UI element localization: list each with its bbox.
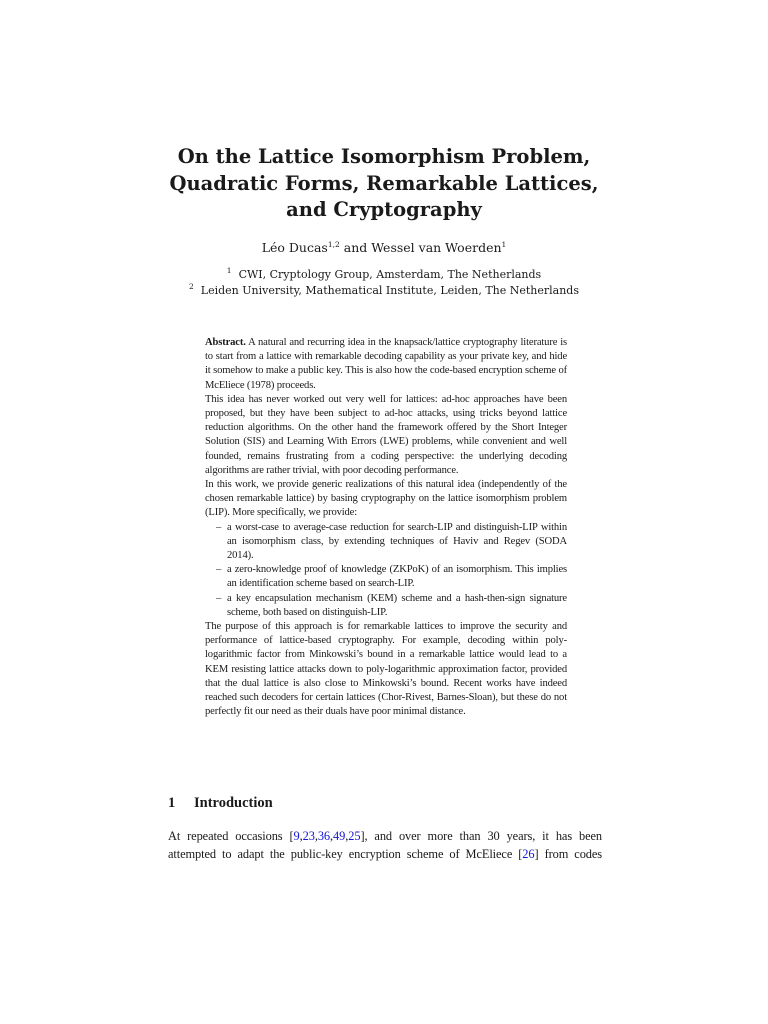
- author-name: Léo Ducas: [261, 240, 328, 255]
- intro-text: ], and over more than 30 years, it has been: [360, 829, 602, 843]
- section-title: Introduction: [194, 795, 273, 811]
- citation-link[interactable]: 25: [348, 829, 361, 843]
- title-line-1: On the Lattice Isomorphism Problem,: [177, 145, 591, 168]
- citation-link[interactable]: 36: [317, 829, 331, 843]
- affiliation: [0, 283, 768, 299]
- title-line-2: Quadratic Forms, Remarkable Lattices,: [169, 171, 599, 195]
- list-item-text: a key encapsulation mechanism (KEM) scheme and a hash-then-sign signature scheme, both based on distinguish-LIP.: [227, 592, 567, 618]
- list-item: [217, 521, 567, 564]
- citation-link[interactable]: 23: [302, 829, 315, 843]
- section-heading: [168, 795, 273, 812]
- affiliation-list: [0, 267, 768, 299]
- list-item: [217, 563, 567, 591]
- abstract: [205, 336, 567, 719]
- intro-text: attempted to adapt the public-key encryption scheme of McEliece [: [168, 847, 523, 861]
- bullet-dash: –: [216, 521, 222, 533]
- author-name: Wessel van Woerden: [371, 240, 502, 255]
- affiliation-number: 1: [226, 266, 232, 275]
- bullet-dash: –: [216, 564, 222, 576]
- abstract-paragraph: In this work, we provide generic realizations of this natural idea (independently of the chosen remarkable lattice) by basing cryptography on the lattice isomorphism problem (LIP). More specifically, we provide:: [205, 479, 567, 519]
- contribution-list: [205, 521, 567, 620]
- affiliation-text: CWI, Cryptology Group, Amsterdam, The Netherlands: [238, 268, 542, 281]
- affiliation-number: 2: [188, 282, 194, 291]
- abstract-paragraph: [205, 336, 567, 393]
- author-list: [0, 240, 768, 256]
- paper-title: [0, 144, 768, 224]
- intro-line: At repeated occasions [9,23,36,49,25], and over more than 30 years, it has been: [168, 829, 602, 843]
- author-affiliation-mark: 1: [501, 240, 507, 249]
- affiliation: [0, 267, 768, 283]
- citation-link[interactable]: 49: [333, 829, 346, 843]
- list-item-text: a zero-knowledge proof of knowledge (ZKPoK) of an isomorphism. This implies an identification scheme based on search-LIP.: [227, 564, 567, 590]
- citation-link[interactable]: 9: [293, 829, 300, 843]
- abstract-heading: Abstract.: [205, 337, 246, 348]
- title-line-3: and Cryptography: [286, 198, 482, 221]
- abstract-paragraph: This idea has never worked out very well for lattices: ad-hoc approaches have been proposed, but they have been subject to ad-hoc attacks, using tricks beyond lattice reduction algorithms. On the other hand the framework offered by the Short Integer Solution (SIS) and Learning With Errors (LWE) problems, while convenient and well founded, remains frustrating from a coding perspective: the underlying decoding algorithms are rather trivial, with poor decoding performance.: [205, 393, 567, 476]
- intro-line: [168, 845, 602, 863]
- author-conjunction: and: [339, 240, 372, 255]
- abstract-text: A natural and recurring idea in the knapsack/lattice cryptography literature is to start from a lattice with remarkable decoding capability as your private key, and hide it somehow to make a public key. This is also how the code-based encryption scheme of McEliece (1978) proceeds.: [205, 337, 567, 391]
- intro-text: At repeated occasions [: [168, 829, 294, 843]
- abstract-paragraph: The purpose of this approach is for remarkable lattices to improve the security and performance of lattice-based cryptography. For example, decoding within poly-logarithmic factor from Minkowski’s bound in a remarkable lattice would lead to a KEM resisting lattice attacks down to poly-logarithmic approximation factor, provided that the dual lattice is also close to Minkowski’s bound. Recent works have indeed reached such decoders for certain lattices (Chor-Rivest, Barnes-Sloan), but these do not perfectly fit our need as their duals have poor minimal distance.: [205, 621, 567, 718]
- list-item: [217, 592, 567, 620]
- author-affiliation-mark: 1,2: [327, 240, 340, 249]
- intro-text: ] from codes: [534, 847, 603, 861]
- list-item-text: a worst-case to average-case reduction for search-LIP and distinguish-LIP within an isomorphism class, by extending techniques of Haviv and Regev (SODA 2014).: [227, 521, 567, 562]
- affiliation-text: Leiden University, Mathematical Institute, Leiden, The Netherlands: [200, 284, 579, 297]
- citation-link[interactable]: 26: [522, 847, 535, 861]
- bullet-dash: –: [216, 592, 222, 604]
- section-number: 1: [168, 795, 176, 811]
- intro-paragraph: [168, 827, 602, 863]
